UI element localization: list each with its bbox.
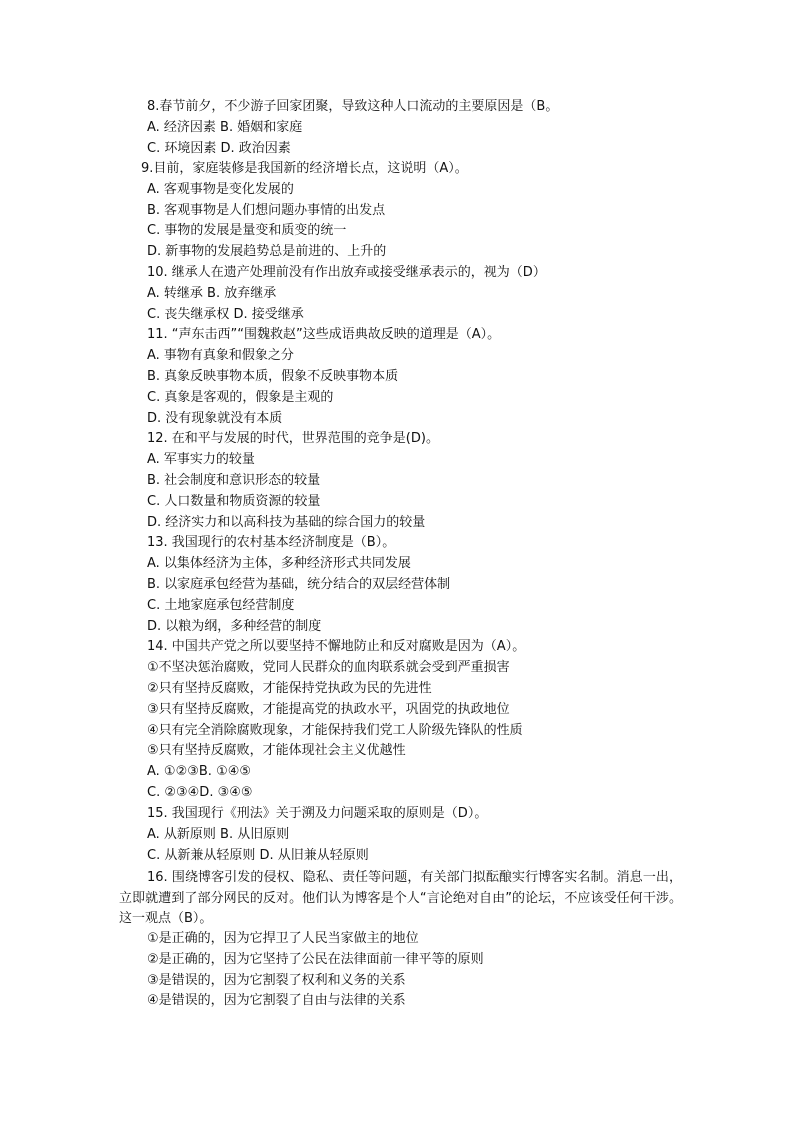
- question-15-option-line: A. 从新原则 B. 从旧原则: [147, 827, 290, 842]
- question-14-statement: ①不坚决惩治腐败，党同人民群众的血肉联系就会受到严重损害: [147, 660, 510, 675]
- question-14-option-line: C. ②③④D. ③④⑤: [147, 785, 253, 800]
- question-12-option: D. 经济实力和以高科技为基础的综合国力的较量: [147, 515, 426, 530]
- question-14-statement: ②只有坚持反腐败，才能保持党执政为民的先进性: [147, 681, 432, 696]
- question-14-statement: ④只有完全消除腐败现象，才能保持我们党工人阶级先锋队的性质: [147, 723, 523, 738]
- question-8-option-line: A. 经济因素 B. 婚姻和家庭: [147, 120, 303, 135]
- question-12-option: B. 社会制度和意识形态的较量: [147, 473, 321, 488]
- question-15-stem: 15. 我国现行《刑法》关于溯及力问题采取的原则是（D）。: [147, 806, 488, 821]
- question-14-statement: ⑤只有坚持反腐败，才能体现社会主义优越性: [147, 743, 406, 758]
- question-13-option: D. 以粮为纲，多种经营的制度: [147, 619, 322, 634]
- question-16-statement: ①是正确的，因为它捍卫了人民当家做主的地位: [147, 931, 419, 946]
- question-10-stem: 10. 继承人在遗产处理前没有作出放弃或接受继承表示的，视为（D）: [147, 265, 546, 280]
- question-9-option: D. 新事物的发展趋势总是前进的、上升的: [147, 244, 387, 259]
- question-9-option: B. 客观事物是人们想问题办事情的出发点: [147, 203, 386, 218]
- question-13-option: A. 以集体经济为主体，多种经济形式共同发展: [147, 556, 411, 571]
- question-9-stem: 9.目前，家庭装修是我国新的经济增长点，这说明（A）。: [141, 161, 468, 176]
- question-13-stem: 13. 我国现行的农村基本经济制度是（B）。: [147, 535, 396, 550]
- question-16-statement: ②是正确的，因为它坚持了公民在法律面前一律平等的原则: [147, 952, 484, 967]
- question-8-stem: 8.春节前夕，不少游子回家团聚，导致这种人口流动的主要原因是（B。: [147, 99, 559, 114]
- question-12-option: C. 人口数量和物质资源的较量: [147, 494, 321, 509]
- question-11-option: C. 真象是客观的，假象是主观的: [147, 390, 334, 405]
- question-16-statement: ④是错误的，因为它割裂了自由与法律的关系: [147, 993, 406, 1008]
- question-16-statement: ③是错误的，因为它割裂了权利和义务的关系: [147, 973, 406, 988]
- question-14-stem: 14. 中国共产党之所以要坚持不懈地防止和反对腐败是因为（A）。: [147, 639, 526, 654]
- question-11-option: B. 真象反映事物本质，假象不反映事物本质: [147, 369, 399, 384]
- question-14-statement: ③只有坚持反腐败，才能提高党的执政水平，巩固党的执政地位: [147, 702, 510, 717]
- question-13-option: C. 土地家庭承包经营制度: [147, 598, 295, 613]
- question-10-option-line: A. 转继承 B. 放弃继承: [147, 286, 277, 301]
- question-12-stem: 12. 在和平与发展的时代，世界范围的竞争是(D)。: [147, 431, 439, 446]
- question-11-stem: 11. “声东击西”“围魏救赵”这些成语典故反映的道理是（A）。: [147, 327, 501, 342]
- question-10-option-line: C. 丧失继承权 D. 接受继承: [147, 307, 304, 322]
- question-15-option-line: C. 从新兼从轻原则 D. 从旧兼从轻原则: [147, 848, 369, 863]
- question-9-option: A. 客观事物是变化发展的: [147, 182, 294, 197]
- question-11-option: D. 没有现象就没有本质: [147, 411, 283, 426]
- question-11-option: A. 事物有真象和假象之分: [147, 348, 294, 363]
- question-9-option: C. 事物的发展是量变和质变的统一: [147, 223, 347, 238]
- question-8-option-line: C. 环境因素 D. 政治因素: [147, 141, 291, 156]
- question-12-option: A. 军事实力的较量: [147, 452, 255, 467]
- question-16-stem: 16. 围绕博客引发的侵权、隐私、责任等问题，有关部门拟酝酿实行博客实名制。消息一出，立即就遭到了部分网民的反对。他们认为博客是个人“言论绝对自由”的论坛，不应该受任何干涉。这一观点（B）。: [119, 870, 682, 926]
- question-13-option: B. 以家庭承包经营为基础，统分结合的双层经营体制: [147, 577, 451, 592]
- question-14-option-line: A. ①②③B. ①④⑤: [147, 764, 252, 779]
